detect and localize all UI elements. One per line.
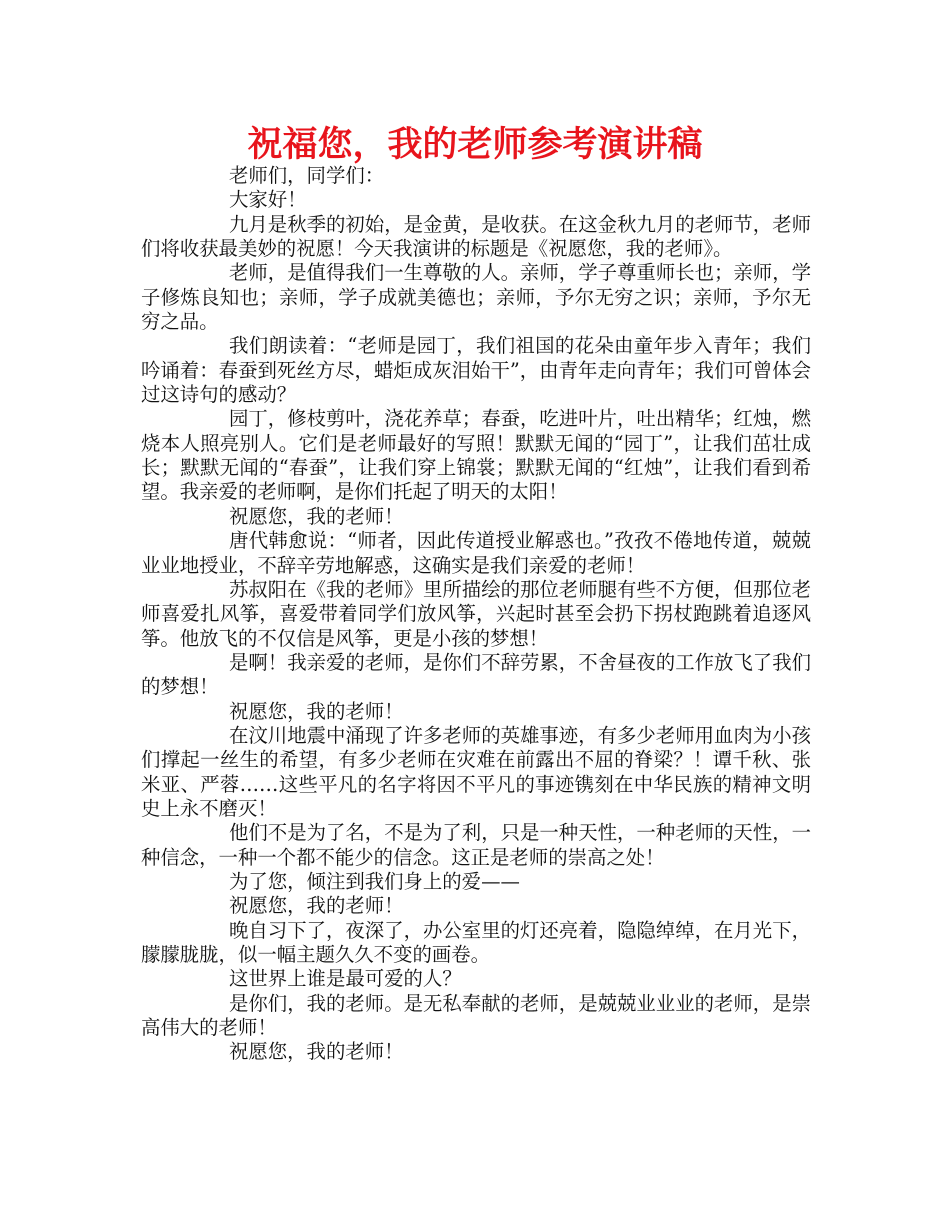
paragraph: 这世界上谁是最可爱的人？ (229, 967, 462, 991)
paragraph: 园丁，修枝剪叶，浇花养草；春蚕，吃进叶片，吐出精华；红烛，燃烧本人照亮别人。它们是老师最好的写照！默默无闻的“园丁”，让我们茁壮成长；默默无闻的“春蚕”，让我们穿上锦裳；默默无闻的“红烛”，让我们看到希望。我亲爱的老师啊，是你们托起了明天的太阳！ (141, 407, 811, 504)
paragraph: 祝愿您，我的老师！ (229, 894, 404, 918)
paragraph: 他们不是为了名，不是为了利，只是一种天性，一种老师的天性，一种信念，一种一个都不能少的信念。这正是老师的崇高之处！ (141, 821, 811, 869)
paragraph: 祝愿您，我的老师！ (229, 699, 404, 723)
paragraph: 唐代韩愈说：“师者，因此传道授业解惑也。”孜孜不倦地传道，兢兢业业地授业，不辞辛劳地解惑，这确实是我们亲爱的老师！ (141, 529, 811, 577)
paragraph: 苏叔阳在《我的老师》里所描绘的那位老师腿有些不方便，但那位老师喜爱扎风筝，喜爱带着同学们放风筝，兴起时甚至会扔下拐杖跑跳着追逐风筝。他放飞的不仅信是风筝，更是小孩的梦想！ (141, 577, 811, 650)
paragraph: 为了您，倾注到我们身上的爱—— (229, 869, 520, 893)
paragraph: 在汶川地震中涌现了许多老师的英雄事迹，有多少老师用血肉为小孩们撑起一丝生的希望，有多少老师在灾难在前露出不屈的脊梁？！谭千秋、张米亚、严蓉……这些平凡的名字将因不平凡的事迹镌刻在中华民族的精神文明史上永不磨灭！ (141, 723, 811, 820)
paragraph: 祝愿您，我的老师！ (229, 1040, 404, 1064)
paragraph: 是你们，我的老师。是无私奉献的老师，是兢兢业业业的老师，是崇高伟大的老师！ (141, 991, 811, 1040)
paragraph: 我们朗读着：“老师是园丁，我们祖国的花朵由童年步入青年；我们吟诵着：春蚕到死丝方尽，蜡炬成灰泪始干”，由青年走向青年；我们可曾体会过这诗句的感动？ (141, 334, 811, 407)
paragraph: 晚自习下了，夜深了，办公室里的灯还亮着，隐隐绰绰，在月光下，朦朦胧胧，似一幅主题久久不变的画卷。 (141, 918, 811, 966)
paragraph: 是啊！我亲爱的老师，是你们不辞劳累，不舍昼夜的工作放飞了我们的梦想！ (141, 650, 811, 699)
paragraph: 老师，是值得我们一生尊敬的人。亲师，学子尊重师长也；亲师，学子修炼良知也；亲师，学子成就美德也；亲师，予尔无穷之识；亲师，予尔无穷之品。 (141, 261, 811, 334)
paragraph: 老师们，同学们： (229, 164, 385, 187)
paragraph: 大家好！ (229, 188, 307, 212)
document-body (141, 164, 811, 1065)
paragraph: 九月是秋季的初始，是金黄，是收获。在这金秋九月的老师节，老师们将收获最美妙的祝愿！今天我演讲的标题是《祝愿您，我的老师》。 (141, 212, 811, 261)
document-title: 祝福您，我的老师参考演讲稿 (247, 125, 703, 165)
paragraph: 祝愿您，我的老师！ (229, 504, 404, 528)
